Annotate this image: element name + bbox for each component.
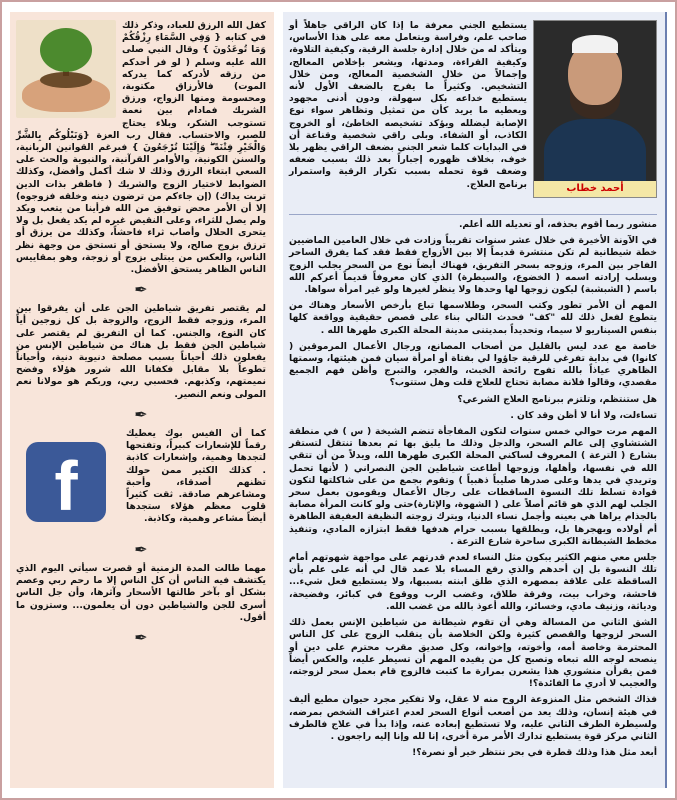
intro-text-block (289, 20, 527, 195)
article-paragraph: خاصة مع عدد ليس بالقليل من أصحاب المصانع، ورجال الأعمال المرموقين ( كانوا) في بداية تفرغي للرقية جاؤوا لي بفتاة أو امرأة سيان فمن هيئتها، وسمتها الظاهري عياذاً بالله تفوح رائحة الخبث، والفجر، والتبرج وأظن فهم الجميع مقصدي، وقالوا فلانة مصابة تحتاج للعلاج قلت وهل ستتوب؟ (289, 340, 657, 389)
side-block-tafreeq: لم يقتصر تفريق شياطين الجن على أن يفرقوا بين المرء، وزوجه فقط الزوج، والزوجة بل كل زوجين أياً كان النوع، والجنس. كما أن التفريق لم يقتصر على شياطين الجن فقط بل هناك من شياطين الإنس من يفعلون ذلك أحياناً بسبب مصلحة دنيوية دنية، وأحياناً تطوعاً بلا مقابل فكفانا الله شرور هؤلاء وفضح نميمتهم، وكذبهم. فحسبي ربي، وربكم هو مولانا نعم المولى ونعم النصير. (16, 303, 266, 400)
side-block-conclusion: مهما طالت المدة الزمنية أو قصرت سيأتي اليوم الذي يكتشف فيه الناس أن كل الناس إلا ما رحم ربي وعصم بشكل أو بآخر طالتها الأسحار وآثرها، وأن جل الناس أسرى للجن والشياطين دون أن يعلمون... وستزون ما أقول. (16, 562, 266, 623)
article-paragraph: الشق الثاني من المسالة وهي أن تقوم شيطانة من شياطين الإنس بعمل ذلك السحر لزوجها والقصص كثيرة ولكن الخلاصة بأن ينقلب الزوج على كل الناس المحترمة وخاصة أمه، وأخوته، وإخوانه، وكل صديق مقرب محترم على دين أو ينصحه لوجه الله تبعاه وتصبح كل من يفيده المهم أن تسيطر عليه، والعكس أيضاً فمن يقرأن منشوري هذا يشعرن بمرارة ما كتبت فالزوج قام بعمل سحر لزوجته، والعجيب لا أدري ما الفائدة؟! (289, 617, 657, 690)
header-section (289, 20, 657, 210)
article-paragraph: جلس معي منهم الكثير يبكون مثل النساء لعدم قدرتهم على مواجهة شهوتهم أمام تلك النسوة بل إن أحدهم والذي رفع المساء بلا عمد قال لي أنه على علم بأن الساقطة على علاقة بمصهره الذي طلق ابنته بسببها، ولا يستطيع فعل شيء... فاحشة، وخراب بيت، وفرقة طلاق، وغضب الرب ووقوع في كبائر، وفضيحة، ودياثة، وزنيف مادي، وخسائر، والله أعوذ بالله من غضب الله. (289, 552, 657, 612)
main-article-column (283, 12, 667, 788)
article-paragraph: المهم مرت حوالي خمس سنوات لتكون المفاجأة تنضم الشيخة ( س ) في منطقة الشتشاوي إلى عالم السحر، والدجل وذلك ما يليق بها ثم بعدها تنتقل لتستقر بشارع ( الترعة ) المعروف لساكني المحلة الكبرى طهرها الله، ويدلاً من أن تتقي الله في نفسها، وأهلها، وزوجها أطاعت شياطين الجن النصراني ( لأنها تحمل وتريدي في يدها وعلى صدرها صليباً ذهبياً ) وتقوم بجمع من على شاكلتها لتكون قوادة تسلط تلك النسوة الساقطات على رجال الأعمال ويقومون بعمل سحر الجلب لهم الذي هو قائم أصلاً على ( الشهوة، والإثارة)حتى ولو كانت المرأة مصابة بالجذام يراها هي بعينه وأجمل نساء الدنيا، ويترك زوجته النظيفة العفيفة الطاهرة أم أولاده ويهجرها بل، ويطلقها بسبب حرام هدفها فقط ابتزازه المادي، وتنفيذ مخطط الشيطانة الكبرى ساحرة شارع الترعة . (289, 426, 657, 547)
feather-quill-icon: ✒ (134, 539, 148, 559)
article-paragraph: تساءلت، ولا أنا لا أظن وقد كان . (510, 409, 657, 421)
intro-paragraph: يستطيع الجني معرفة ما إذا كان الراقي جاهلاً أو صاحب علم، وفراسة ويتعامل معه على هذا الأساس، ويتأكد له من خلال إدارة جلسة الرقية، وكيفية التلاوة، وكيفية القراءة، ومدتها، ويشعر بإخلاص المعالج، وإجمالاً من خلال الشخصية المعالج، ومن خلال التشخيص. وكثيراً ما يفرح بالضعف الأول لأنه يستطيع خداعه بكل سهولة، ودون أدنى مجهود ويعطيه ما يريد كأن من تمثيل وتظاهر سواء نوع الإصابة ليضلله ويؤكد تشخيصه الخاطئ، أو الخروج الكاذب، أو الشفاء. وبلى راقي شخصية وقناعة أن في البدايات كلما شعر الجني بضعف الراقي يظهر بلا خوف، بخلاف ظهوره إجباراً بعد ذلك بسبب ضعفه وضعف قوة تحمله بسبب تكرار الرقية واستمرار برنامج العلاج. (289, 20, 527, 190)
article-paragraph: المهم أن الأمر تطور وكتب السحر، وطلاسمها تباع بأرخص الأسعار وهناك من يتطوع لفعل ذلك لله "كف" فحدث التالي بناء على قصص حقيقية وواقعة كلها بنفس السيناريو لا سيما، وتحديداً بمديتنى مدينة المحلة الكبرى طهرها الله . (289, 300, 657, 336)
facebook-f-icon: f (26, 442, 106, 522)
side-column (10, 12, 274, 788)
article-paragraph: فذاك الشخص مثل المنزوعة الروح منه لا عقل، ولا تفكير مجرد حيوان مطيع أليف في هيئة إنسان، وذلك يعد من أصعب أنواع السحر لعدم اعتراف الشخص بمرضه، ولسيطرة الطرف الثاني عليه، ولا تستطيع إبعاده عنه، وإذا بدأ في علاج فالطرف الثاني مركز قوة يستطيع تدارك الأمر مرة أخرى، إنا لله وإنا إليه راجعون . (289, 694, 657, 742)
article-paragraph: هل ستنتظم، وتلتزم ببرنامج العلاج الشرعي؟ (457, 393, 657, 405)
author-photo (533, 20, 657, 198)
side-block-facebook: كما أن الفيس بوك يعطيك رقماً للإشعارات كبيراً، وتفتحها لتجدها وهمية، وإشعارات كاذبة . كذلك الكثير ممن حولك تظنهم أصدقاء، وأحبة ومشاعرهم صادقة. ثقت كثيراً قلوب معظم هؤلاء ستجدها أيضاً مشاعر وهمية، وكاذبة. (126, 427, 266, 525)
author-cap-shape (572, 35, 618, 53)
divider (289, 214, 657, 215)
tree-shape (40, 28, 92, 72)
feather-quill-icon: ✒ (134, 627, 148, 647)
feather-quill-icon: ✒ (134, 280, 148, 300)
side-block-rizq: كفل الله الرزق للعباد، وذكر ذلك في كتابه { وَفِي السَّمَاءِ رِزْقُكُمْ وَمَا تُوعَدُونَ } وقال النبي صلى الله عليه وسلم ( لو فر أحدكم من رزقه لأدركه كما يدركه الموت) فالأرزاق مكتوبة، ومحسومة ومنها الزواج، ورزق الشريك فمادام بين نعمة تستوجب الشكر، وبلاء يحتاج للصبر، والاحتساب. فقال رب العزة {وَنَبْلُوكُم بِالشَّرِّ وَالْخَيْرِ فِتْنَةً ۖ وَإِلَيْنَا تُرْجَعُونَ } فبرغم القوانين الربانية، والسنن الكونية، والأوامر القرآنية، والنبوية والحث على السعي ابتغاء الرزق وذلك لا شك أكمل وأفضل، وكذلك الضوابط لاختيار الزوج والشريك ( فاظفر بذات الدين تربت يداك) (إن جاءكم من ترضون دينه وخلقه فزوجوه) إلا أن الأمر محض توفيق من الله فرأينا من يتعب ويكد ولم يصل للثراء، وعلى النقيض غيره لم يكد يفعل بل ولا يتحرى الحلال وأصاب ثراء فاحشاً، وكذلك من يرزق أو ترزق بزوج صالح، ولا يستحق أو تستحق من وجهة نظر الناس، والعكس من يبتلى بزوج أو زوجة، وهو بمقاييس الناس الظاهر يستحق الأفضل. (16, 20, 266, 276)
article-paragraph: في الآونة الأخيرة في خلال عشر سنوات تقريباً وزادت في خلال العامين الماضيين خطة شيطانية لم تكن منتشرة قديماً إلا بين الأزواج فقط فقد كما يفرق الساحر الفاجر بين المرء، وزوجه بسحر التفريق، فهناك أيضاً نوع من السحر يجلب الزوج ويسلب إرادته اسمه ( الخضوع، والسيطرة) الذي كان معروفاً قديماً أعركم الله باسم ( الشبشبة) ليكون زوجها لها وحدها ولا ينظر لغيرها ولو غير امرأة سواها. (289, 235, 657, 296)
feather-quill-icon: ✒ (134, 404, 148, 424)
article-paragraph: أبعد مثل هذا وذلك قطرة في بحر ننتظر خير أو نصرة؟! (412, 747, 657, 759)
author-name: أحمد خطاب (534, 181, 656, 197)
article-paragraph: منشور ربما أقوم بحذفه، أو تعديله الله أعلم. (458, 219, 657, 230)
facebook-logo (16, 432, 120, 534)
plant-in-hands-image (16, 20, 116, 118)
